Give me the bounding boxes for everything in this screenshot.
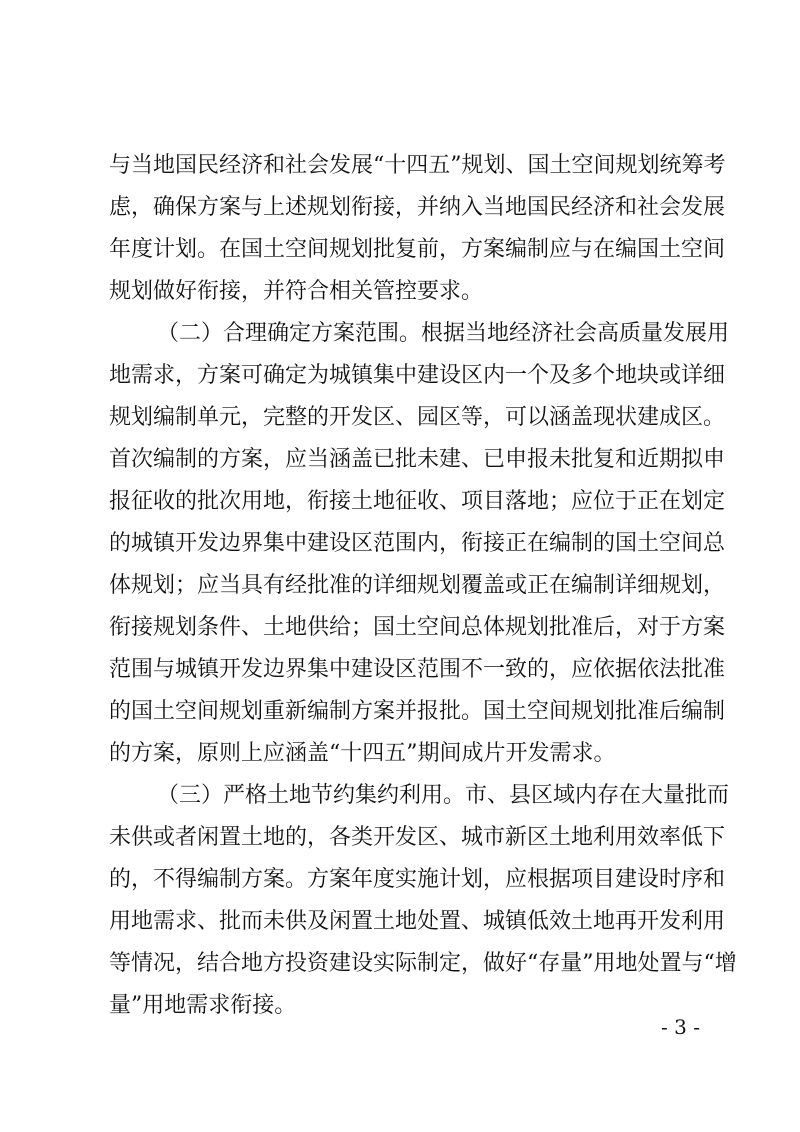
paragraph-1-line-2: 虑，确保方案与上述规划衔接，并纳入当地国民经济和社会发展 xyxy=(109,195,726,220)
paragraph-1-line-3: 年度计划。在国土空间规划批复前，方案编制应与在编国土空间 xyxy=(109,237,726,262)
paragraph-2-line-2: 地需求，方案可确定为城镇集中建设区内一个及多个地块或详细 xyxy=(109,363,726,388)
paragraph-2-line-5: 报征收的批次用地，衔接土地征收、项目落地；应位于正在划定 xyxy=(109,489,726,514)
paragraph-2-line-9: 范围与城镇开发边界集中建设区范围不一致的，应依据依法批准 xyxy=(109,657,726,682)
paragraph-2-line-8: 衔接规划条件、土地供给；国土空间总体规划批准后，对于方案 xyxy=(109,615,726,640)
paragraph-3-line-6: 量”用地需求衔接。 xyxy=(109,993,297,1018)
paragraph-2-line-3: 规划编制单元，完整的开发区、园区等，可以涵盖现状建成区。 xyxy=(109,405,726,430)
paragraph-2-line-1: （二）合理确定方案范围。根据当地经济社会高质量发展用 xyxy=(157,321,730,346)
paragraph-2-line-10: 的国土空间规划重新编制方案并报批。国土空间规划批准后编制 xyxy=(109,699,726,724)
paragraph-2-line-7: 体规划；应当具有经批准的详细规划覆盖或正在编制详细规划， xyxy=(109,573,726,598)
paragraph-3-line-5: 等情况，结合地方投资建设实际制定，做好“存量”用地处置与“增 xyxy=(109,951,737,976)
paragraph-2-line-11: 的方案，原则上应涵盖“十四五”期间成片开发需求。 xyxy=(109,741,616,766)
paragraph-3-line-3: 的，不得编制方案。方案年度实施计划，应根据项目建设时序和 xyxy=(109,867,726,892)
paragraph-1-line-4: 规划做好衔接，并符合相关管控要求。 xyxy=(109,279,484,304)
page-number: - 3 - xyxy=(661,1015,700,1039)
paragraph-3-line-4: 用地需求、批而未供及闲置土地处置、城镇低效土地再开发利用 xyxy=(109,909,726,934)
paragraph-3-line-1: （三）严格土地节约集约利用。市、县区域内存在大量批而 xyxy=(157,783,730,808)
paragraph-1-line-1: 与当地国民经济和社会发展“十四五”规划、国土空间规划统筹考 xyxy=(109,153,726,178)
paragraph-2-line-4: 首次编制的方案，应当涵盖已批未建、已申报未批复和近期拟申 xyxy=(109,447,726,472)
paragraph-2-line-6: 的城镇开发边界集中建设区范围内，衔接正在编制的国土空间总 xyxy=(109,531,726,556)
paragraph-3-line-2: 未供或者闲置土地的，各类开发区、城市新区土地利用效率低下 xyxy=(109,825,726,850)
